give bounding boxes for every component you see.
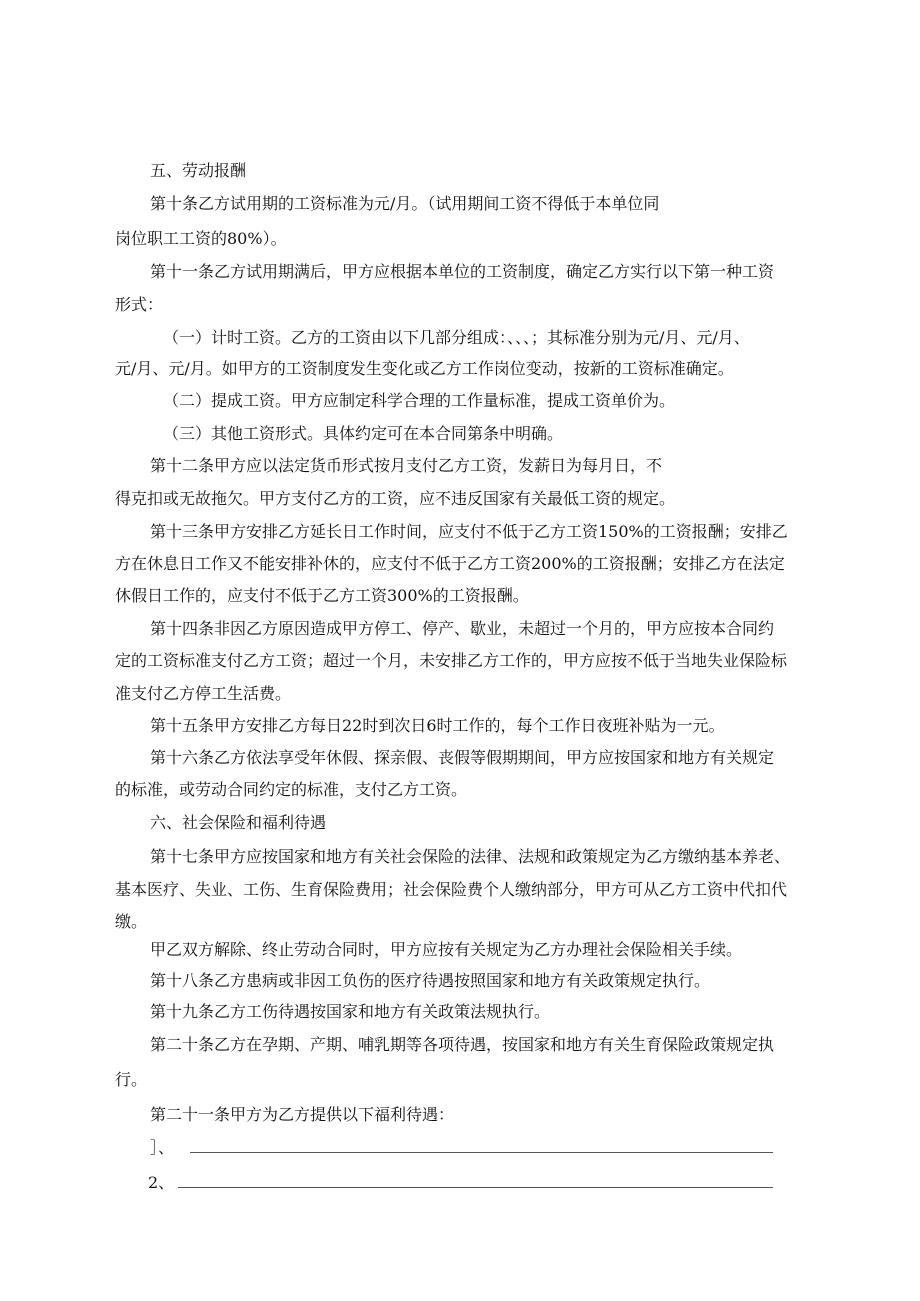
- paragraph-line: 第十一条乙方试用期满后，甲方应根据本单位的工资制度，确定乙方实行以下第一种工资: [150, 262, 775, 281]
- paragraph-line: 第十九条乙方工伤待遇按国家和地方有关政策法规执行。: [150, 1002, 551, 1021]
- paragraph-line: 缴。: [115, 912, 148, 931]
- paragraph-line: 第十七条甲方应按国家和地方有关社会保险的法律、法规和政策规定为乙方缴纳基本养老、: [150, 847, 791, 866]
- paragraph-line: 甲乙双方解除、终止劳动合同时，甲方应按有关规定为乙方办理社会保险相关手续。: [150, 940, 743, 959]
- paragraph-line: 休假日工作的，应支付不低于乙方工资300%的工资报酬。: [115, 586, 529, 605]
- paragraph-line: 第二十条乙方在孕期、产期、哺乳期等各项待遇，按国家和地方有关生育保险政策规定执: [150, 1035, 775, 1054]
- benefit-item-1-label: ］、: [150, 1138, 175, 1157]
- paragraph-line: 第十四条非因乙方原因造成甲方停工、停产、歇业，未超过一个月的，甲方应按本合同约: [150, 619, 775, 638]
- section-heading-5: 五、劳动报酬: [150, 161, 247, 180]
- paragraph-line: 准支付乙方停工生活费。: [115, 684, 292, 703]
- section-heading-6: 六、社会保险和福利待遇: [150, 813, 327, 832]
- paragraph-line: 方在休息日工作又不能安排补休的，应支付不低于乙方工资200%的工资报酬；安排乙方在法定: [115, 554, 785, 573]
- paragraph-line: （一）计时工资。乙方的工资由以下几部分组成：、、、；其标准分别为元/月、元/月、: [163, 328, 750, 347]
- paragraph-line: 定的工资标准支付乙方工资；超过一个月，未安排乙方工作的，甲方应按不低于当地失业保险标: [115, 651, 788, 670]
- paragraph-line: 行。: [115, 1070, 148, 1089]
- paragraph-line: 第十三条甲方安排乙方延长日工作时间，应支付不低于乙方工资150%的工资报酬；安排乙: [150, 522, 788, 541]
- paragraph-line: （二）提成工资。甲方应制定科学合理的工作量标准，提成工资单价为。: [163, 391, 676, 410]
- paragraph-line: 第十六条乙方依法享受年休假、探亲假、丧假等假期期间，甲方应按国家和地方有关规定: [150, 748, 775, 767]
- paragraph-line: 第十二条甲方应以法定货币形式按月支付乙方工资，发薪日为每月日，不: [150, 456, 663, 475]
- paragraph-line: 第二十一条甲方为乙方提供以下福利待遇：: [150, 1105, 455, 1124]
- paragraph-line: 的标准，或劳动合同约定的标准，支付乙方工资。: [115, 780, 468, 799]
- benefit-item-1-blank[interactable]: [190, 1152, 773, 1153]
- paragraph-line: 第十条乙方试用期的工资标准为元/月。（试用期间工资不得低于本单位同: [150, 194, 660, 213]
- paragraph-line: 得克扣或无故拖欠。甲方支付乙方的工资，应不违反国家有关最低工资的规定。: [115, 489, 676, 508]
- paragraph-line: 形式：: [115, 295, 164, 314]
- benefit-item-2-blank[interactable]: [178, 1187, 773, 1188]
- paragraph-line: （三）其他工资形式。具体约定可在本合同第条中明确。: [163, 424, 564, 443]
- paragraph-line: 岗位职工工资的80%）。: [115, 229, 287, 248]
- paragraph-line: 基本医疗、失业、工伤、生育保险费用；社会保险费个人缴纳部分，甲方可从乙方工资中代扣代: [115, 880, 788, 899]
- paragraph-line: 第十五条甲方安排乙方每日22时到次日6时工作的，每个工作日夜班补贴为一元。: [150, 716, 725, 735]
- benefit-item-2-label: 2、: [148, 1173, 175, 1192]
- paragraph-line: 元/月、元/月。如甲方的工资制度发生变化或乙方工作岗位变动，按新的工资标准确定。: [115, 359, 734, 378]
- paragraph-line: 第十八条乙方患病或非因工负伤的医疗待遇按照国家和地方有关政策规定执行。: [150, 971, 711, 990]
